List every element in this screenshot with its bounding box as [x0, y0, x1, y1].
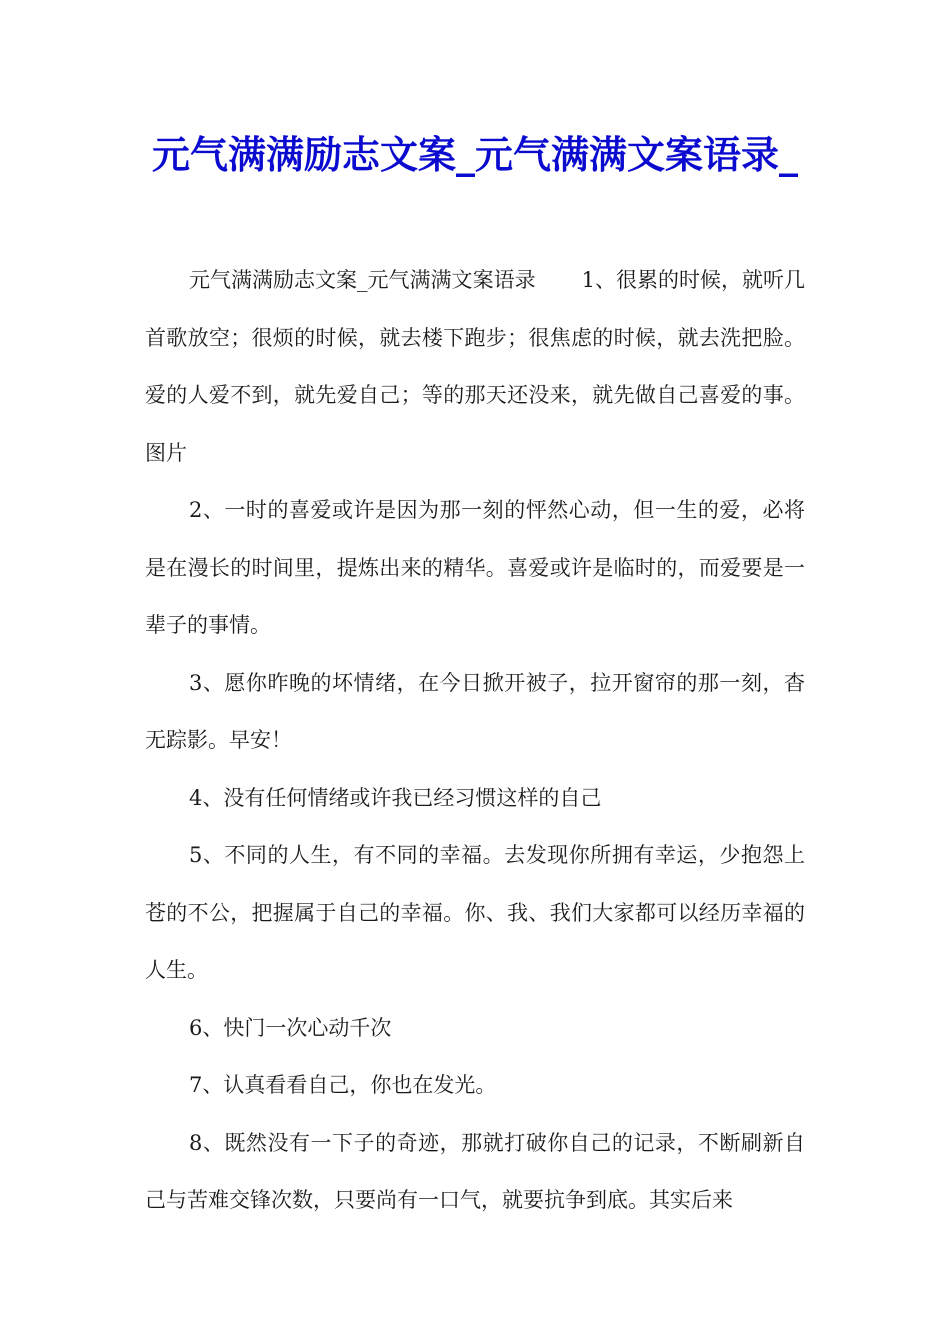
paragraph-3: 3、愿你昨晚的坏情绪，在今日掀开被子，拉开窗帘的那一刻，杳无踪影。早安！ [145, 670, 805, 752]
document-title: 元气满满励志文案_元气满满文案语录_ [151, 132, 798, 177]
paragraph-6: 6、快门一次心动千次 [189, 1015, 392, 1040]
paragraph-2: 2、一时的喜爱或许是因为那一刻的怦然心动，但一生的爱，必将是在漫长的时间里，提炼出来的精华。喜爱或许是临时的，而爱要是一辈子的事情。 [145, 498, 805, 637]
paragraph-4: 4、没有任何情绪或许我已经习惯这样的自己 [189, 785, 602, 810]
intro-heading: 元气满满励志文案_元气满满文案语录 [189, 268, 536, 292]
paragraph-1-text: 1、很累的时候，就听几首歌放空；很烦的时候，就去楼下跑步；很焦虑的时候，就去洗把脸。爱的人爱不到，就先爱自己；等的那天还没来，就先做自己喜爱的事。图片 [145, 268, 805, 465]
paragraph-8: 8、既然没有一下子的奇迹，那就打破你自己的记录，不断刷新自己与苦难交锋次数，只要尚有一口气，就要抗争到底。其实后来 [145, 1130, 805, 1212]
paragraph-7: 7、认真看看自己，你也在发光。 [189, 1073, 497, 1097]
paragraph-5: 5、不同的人生，有不同的幸福。去发现你所拥有幸运，少抱怨上苍的不公，把握属于自己的幸福。你、我、我们大家都可以经历幸福的人生。 [145, 843, 805, 982]
paragraph-1 [145, 252, 805, 482]
document-body [145, 252, 805, 1230]
